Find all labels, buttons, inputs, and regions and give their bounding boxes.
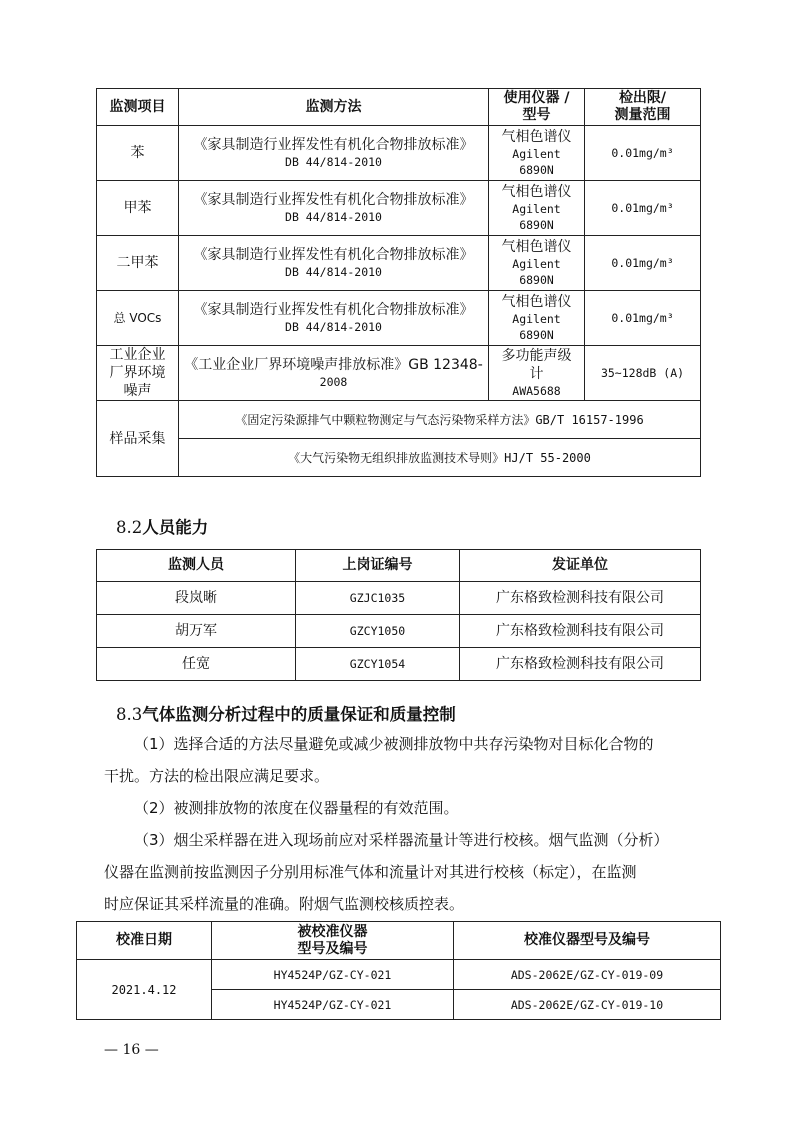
table-row	[97, 126, 701, 181]
noise-item-line3: 噪声	[123, 383, 152, 399]
method-line1: 《家具制造行业挥发性有机化合物排放标准》	[193, 302, 474, 318]
noise-method-line1: 《工业企业厂界环境噪声排放标准》GB 12348-	[184, 357, 483, 373]
instrument-line1: 气相色谱仪	[501, 239, 572, 255]
section-title: 气体监测分析过程中的质量保证和质量控制	[142, 705, 456, 724]
noise-range: 35~128dB (A)	[585, 346, 701, 401]
sampling-row	[97, 401, 701, 439]
header-calibrator: 校准仪器型号及编号	[454, 922, 721, 960]
instrument-line3: 6890N	[519, 218, 554, 232]
paragraph-3-line1	[104, 824, 700, 856]
calibrator-instrument: ADS-2062E/GZ-CY-019-09	[454, 960, 721, 990]
instrument-line3: 6890N	[519, 328, 554, 342]
method-line2: DB 44/814-2010	[285, 265, 382, 279]
noise-item	[97, 346, 179, 401]
paragraph-2-text: （2）被测排放物的浓度在仪器量程的有效范围。	[134, 799, 459, 817]
row-item: 苯	[97, 126, 179, 181]
section-heading-8-2	[116, 514, 208, 538]
instrument-line1: 气相色谱仪	[501, 294, 572, 310]
table-row	[97, 181, 701, 236]
paragraph-2	[104, 792, 700, 824]
table-row	[77, 960, 721, 990]
header-instrument-line1: 使用仪器 /	[503, 90, 570, 106]
row-instrument	[489, 126, 585, 181]
table-header-row	[97, 550, 701, 582]
row-limit: 0.01mg/m³	[585, 236, 701, 291]
table-row	[97, 291, 701, 346]
calibration-date: 2021.4.12	[77, 960, 212, 1020]
section-title: 人员能力	[142, 518, 209, 537]
row-method	[179, 291, 489, 346]
monitoring-methods-table	[96, 88, 701, 477]
section-heading-8-3	[116, 701, 456, 725]
method-line1: 《家具制造行业挥发性有机化合物排放标准》	[193, 137, 474, 153]
issuer: 广东格致检测科技有限公司	[460, 582, 701, 615]
sampling-item: 样品采集	[97, 401, 179, 477]
row-limit: 0.01mg/m³	[585, 291, 701, 346]
calibration-table	[76, 921, 721, 1020]
row-item: 总 VOCs	[97, 291, 179, 346]
row-method	[179, 126, 489, 181]
method-line1: 《家具制造行业挥发性有机化合物排放标准》	[193, 192, 474, 208]
row-item: 甲苯	[97, 181, 179, 236]
header-instrument	[489, 89, 585, 126]
body-paragraphs	[104, 728, 700, 920]
noise-item-line1: 工业企业	[109, 347, 166, 363]
table-row	[97, 236, 701, 291]
instrument-line2: Agilent	[512, 147, 561, 161]
noise-instrument-line1: 多功能声级	[501, 348, 572, 364]
person-name: 任宽	[97, 648, 296, 681]
method-line2: DB 44/814-2010	[285, 320, 382, 334]
row-instrument	[489, 291, 585, 346]
table-row	[97, 648, 701, 681]
header-limit	[585, 89, 701, 126]
header-cert: 上岗证编号	[296, 550, 460, 582]
instrument-line2: Agilent	[512, 202, 561, 216]
paragraph-1-line1	[104, 728, 700, 760]
paragraph-3-line3: 时应保证其采样流量的准确。附烟气监测校核质控表。	[104, 895, 465, 913]
table-row	[97, 582, 701, 615]
paragraph-3-line1-text: （3）烟尘采样器在进入现场前应对采样器流量计等进行校核。烟气监测（分析）	[134, 831, 669, 849]
instrument-line3: 6890N	[519, 273, 554, 287]
header-item: 监测项目	[97, 89, 179, 126]
calibrated-instrument: HY4524P/GZ-CY-021	[212, 990, 454, 1020]
section-number: 8.3	[116, 705, 143, 724]
header-instrument-line2: 型号	[522, 107, 551, 123]
cert-number: GZCY1050	[296, 615, 460, 648]
noise-instrument-line3: AWA5688	[512, 384, 561, 398]
header-person: 监测人员	[97, 550, 296, 582]
issuer: 广东格致检测科技有限公司	[460, 648, 701, 681]
header-limit-line2: 测量范围	[614, 107, 671, 123]
page-number: — 16 —	[104, 1042, 159, 1058]
personnel-table	[96, 549, 701, 681]
paragraph-1-line2: 干扰。方法的检出限应满足要求。	[104, 767, 330, 785]
issuer: 广东格致检测科技有限公司	[460, 615, 701, 648]
noise-instrument	[489, 346, 585, 401]
header-limit-line1: 检出限/	[618, 90, 667, 106]
cert-number: GZJC1035	[296, 582, 460, 615]
table-row	[97, 615, 701, 648]
person-name: 胡万军	[97, 615, 296, 648]
header-issuer: 发证单位	[460, 550, 701, 582]
instrument-line2: Agilent	[512, 312, 561, 326]
row-instrument	[489, 236, 585, 291]
noise-method-line2: 2008	[319, 375, 348, 389]
row-limit: 0.01mg/m³	[585, 126, 701, 181]
row-limit: 0.01mg/m³	[585, 181, 701, 236]
row-item: 二甲苯	[97, 236, 179, 291]
method-line2: DB 44/814-2010	[285, 155, 382, 169]
cert-number: GZCY1054	[296, 648, 460, 681]
row-method	[179, 181, 489, 236]
noise-item-line2: 厂界环境	[109, 365, 166, 381]
header-date: 校准日期	[77, 922, 212, 960]
table-header-row	[97, 89, 701, 126]
noise-instrument-line2: 计	[529, 366, 544, 382]
header-calibrated-line2: 型号及编号	[297, 940, 368, 957]
header-method: 监测方法	[179, 89, 489, 126]
instrument-line2: Agilent	[512, 257, 561, 271]
paragraph-3-line2: 仪器在监测前按监测因子分别用标准气体和流量计对其进行校核（标定），在监测	[104, 863, 637, 881]
paragraph-1-line1-text: （1）选择合适的方法尽量避免或减少被测排放物中共存污染物对目标化合物的	[134, 735, 654, 753]
header-calibrated	[212, 922, 454, 960]
row-method	[179, 236, 489, 291]
method-line2: DB 44/814-2010	[285, 210, 382, 224]
instrument-line3: 6890N	[519, 163, 554, 177]
table-header-row	[77, 922, 721, 960]
instrument-line1: 气相色谱仪	[501, 184, 572, 200]
section-number: 8.2	[116, 518, 143, 537]
row-instrument	[489, 181, 585, 236]
calibrator-instrument: ADS-2062E/GZ-CY-019-10	[454, 990, 721, 1020]
method-line1: 《家具制造行业挥发性有机化合物排放标准》	[193, 247, 474, 263]
sampling-method-2: 《大气污染物无组织排放监测技术导则》HJ/T 55-2000	[179, 439, 701, 477]
noise-method	[179, 346, 489, 401]
instrument-line1: 气相色谱仪	[501, 129, 572, 145]
sampling-method-1: 《固定污染源排气中颗粒物测定与气态污染物采样方法》GB/T 16157-1996	[179, 401, 701, 439]
header-calibrated-line1: 被校准仪器	[297, 923, 368, 940]
sampling-row	[97, 439, 701, 477]
calibrated-instrument: HY4524P/GZ-CY-021	[212, 960, 454, 990]
noise-row	[97, 346, 701, 401]
person-name: 段岚晰	[97, 582, 296, 615]
